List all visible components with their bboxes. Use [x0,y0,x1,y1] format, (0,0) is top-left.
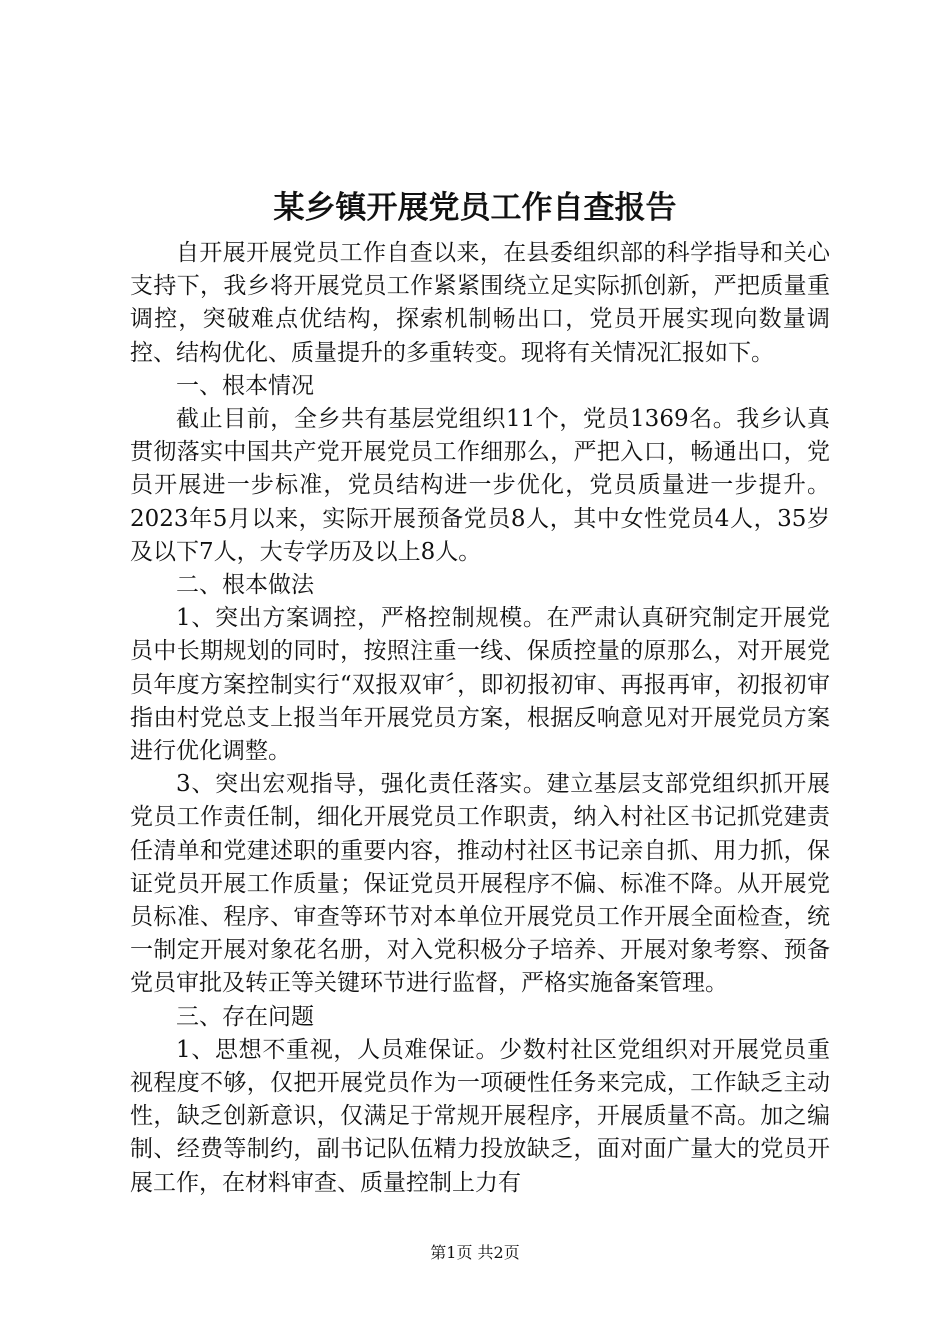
paragraph-method-1: 1、突出方案调控，严格控制规模。在严肃认真研究制定开展党员中长期规划的同时，按照注重一线、保质控量的原那么，对开展党员年度方案控制实行“双报双审〞，即初报初审、再报再审，初报初审指由村党总支上报当年开展党员方案，根据反响意见对开展党员方案进行优化调整。 [130,605,830,765]
paragraph-problem-1: 1、思想不重视，人员难保证。少数村社区党组织对开展党员重视程度不够，仅把开展党员作为一项硬性任务来完成，工作缺乏主动性，缺乏创新意识，仅满足于常规开展程序，开展质量不高。加之编制、经费等制约，副书记队伍精力投放缺乏，面对面广量大的党员开展工作，在材料审查、质量控制上力有 [130,1036,830,1196]
section-heading-basic-situation: 一、根本情况 [176,372,314,399]
section-heading-basic-methods: 二、根本做法 [176,572,314,599]
page-footer: 第1页 共2页 [430,1243,520,1262]
document-title: 某乡镇开展党员工作自查报告 [273,190,677,226]
document-body [130,237,830,1200]
paragraph-basic-situation: 截止目前，全乡共有基层党组织11个，党员1369名。我乡认真贯彻落实中国共产党开展党员工作细那么，严把入口，畅通出口，党员开展进一步标准，党员结构进一步优化，党员质量进一步提升。2023年5月以来，实际开展预备党员8人，其中女性党员4人，35岁及以下7人，大专学历及以上8人。 [130,406,830,565]
section-heading-problems: 三、存在问题 [176,1003,314,1030]
paragraph-method-3: 3、突出宏观指导，强化责任落实。建立基层支部党组织抓开展党员工作责任制，细化开展党员工作职责，纳入村社区书记抓党建责任清单和党建述职的重要内容，推动村社区书记亲自抓、用力抓，保证党员开展工作质量；保证党员开展程序不偏、标准不降。从开展党员标准、程序、审查等环节对本单位开展党员工作开展全面检查，统一制定开展对象花名册，对入党积极分子培养、开展对象考察、预备党员审批及转正等关键环节进行监督，严格实施备案管理。 [130,771,830,997]
paragraph-intro: 自开展开展党员工作自查以来，在县委组织部的科学指导和关心支持下，我乡将开展党员工作紧紧围绕立足实际抓创新，严把质量重调控，突破难点优结构，探索机制畅出口，党员开展实现向数量调控、结构优化、质量提升的多重转变。现将有关情况汇报如下。 [130,240,830,366]
